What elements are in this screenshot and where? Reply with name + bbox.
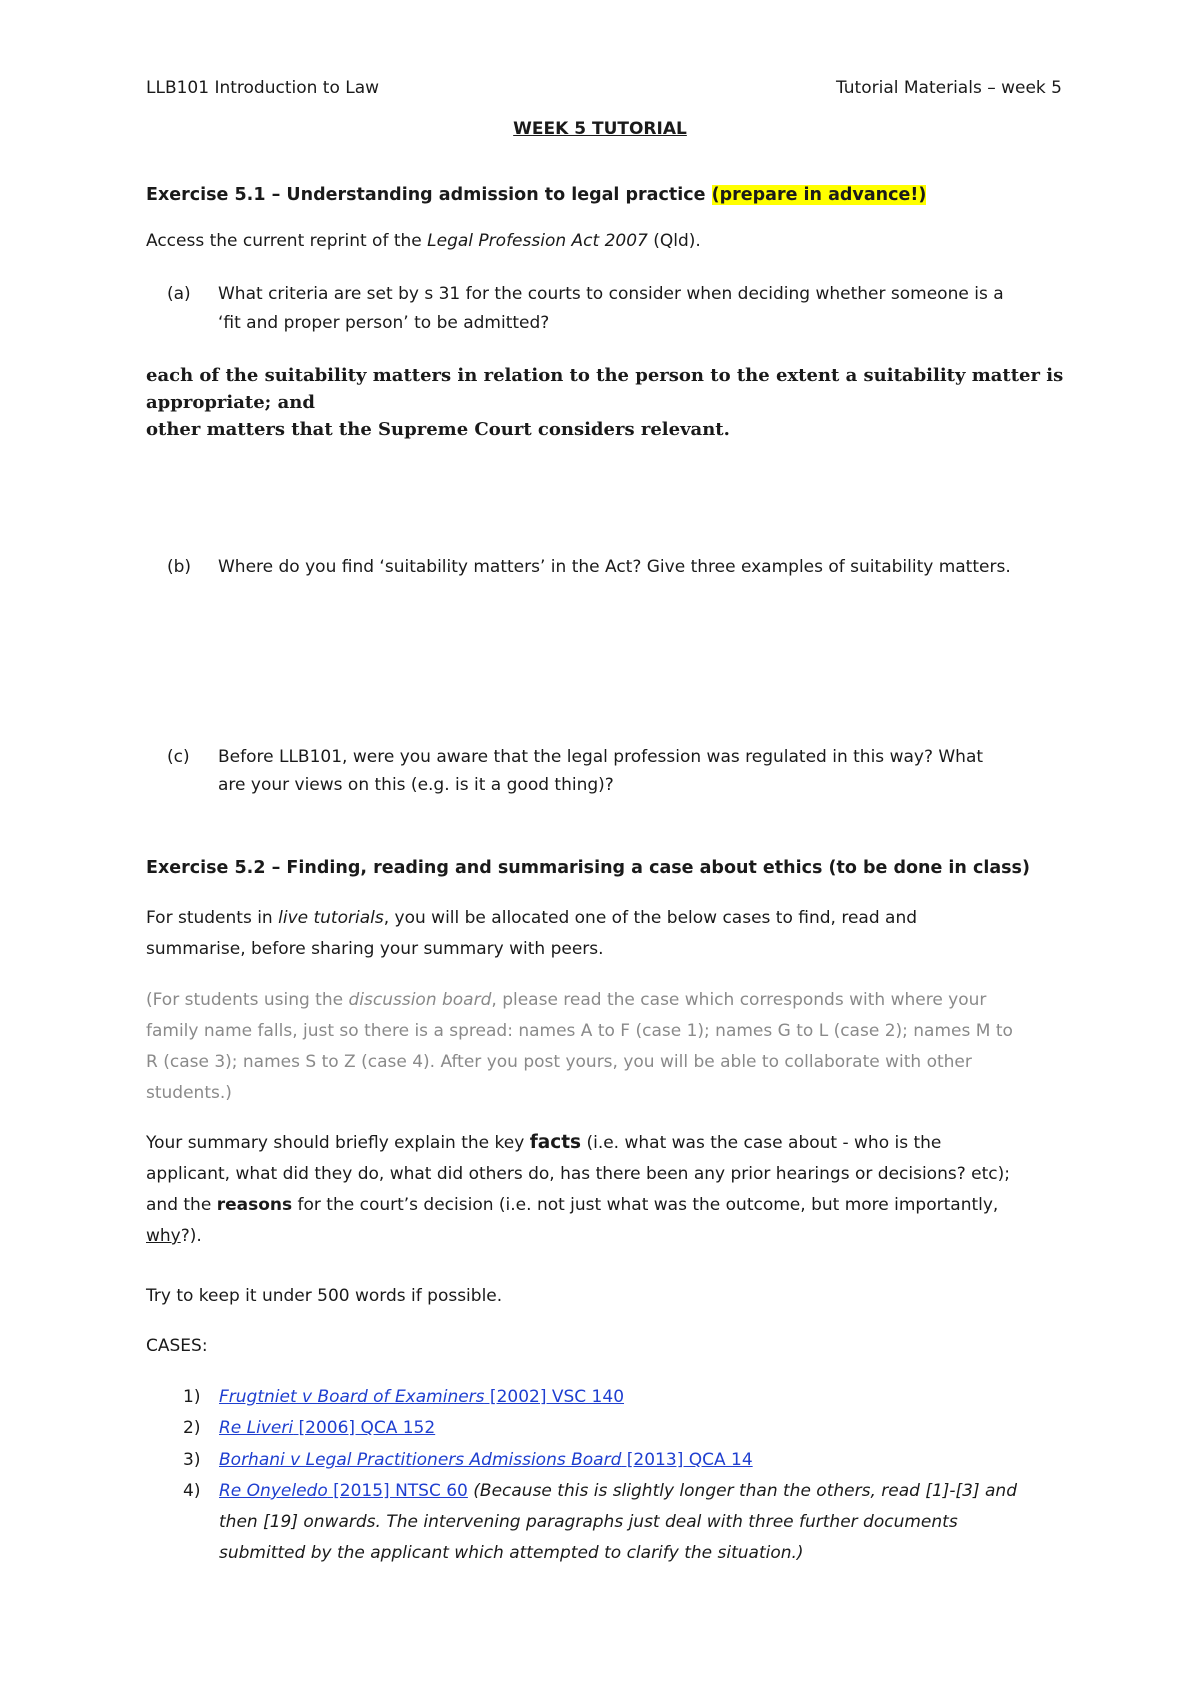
case-2-link[interactable] <box>219 1416 435 1440</box>
exercise-5-1-heading-text: Exercise 5.1 – Understanding admission to legal practice <box>146 185 712 205</box>
ex2-para-3-line-3 <box>146 1193 998 1217</box>
p3-facts: facts <box>529 1132 582 1153</box>
p1-live-tutorials: live tutorials <box>278 908 384 928</box>
case-4-line-1 <box>219 1479 1017 1503</box>
p2-post: , please read the case which corresponds with where your <box>491 990 987 1010</box>
exercise-5-1-intro <box>146 229 701 253</box>
question-a-line-2: ‘fit and proper person’ to be admitted? <box>218 313 550 333</box>
ex2-para-2-line-2: family name falls, just so there is a spread: names A to F (case 1); names G to L (case 2); names M to <box>146 1021 1013 1041</box>
case-4-citation: [2015] NTSC 60 <box>327 1481 468 1501</box>
case-1-anchor[interactable] <box>219 1387 624 1407</box>
case-4-note-line-3: submitted by the applicant which attempted to clarify the situation.) <box>219 1543 804 1563</box>
p1-pre: For students in <box>146 908 279 928</box>
case-1-link[interactable] <box>219 1385 624 1409</box>
exercise-5-1-heading <box>146 183 926 207</box>
case-4-name: Re Onyeledo <box>219 1481 328 1501</box>
answer-line-1: each of the suitability matters in relation to the person to the extent a suitability matter is <box>146 365 1064 386</box>
case-2-anchor[interactable] <box>219 1418 435 1438</box>
case-3-number: 3) <box>183 1450 201 1470</box>
ex2-para-2-line-4: students.) <box>146 1083 232 1103</box>
page-title: WEEK 5 TUTORIAL <box>513 119 687 139</box>
prepare-in-advance-highlight: (prepare in advance!) <box>711 185 927 205</box>
ex2-para-1-line-1 <box>146 906 917 930</box>
question-c-line-2: are your views on this (e.g. is it a good thing)? <box>218 775 614 795</box>
case-1-name: Frugtniet v Board of Examiners <box>219 1387 485 1407</box>
ex2-para-2-line-3: R (case 3); names S to Z (case 4). After you post yours, you will be able to collaborate with other <box>146 1052 972 1072</box>
ex2-para-3-line-4 <box>146 1224 202 1248</box>
case-2-citation: [2006] QCA 152 <box>293 1418 436 1438</box>
case-3-name: Borhani v Legal Practitioners Admissions Board <box>219 1450 622 1470</box>
ex2-para-3-line-2: applicant, what did they do, what did others do, has there been any prior hearings or decisions? etc); <box>146 1164 1010 1184</box>
p3-reasons: reasons <box>216 1195 293 1215</box>
ex2-para-1-line-2: summarise, before sharing your summary with peers. <box>146 939 604 959</box>
case-1-number: 1) <box>183 1387 201 1407</box>
intro-act-name: Legal Profession Act 2007 <box>427 231 648 251</box>
question-c-label: (c) <box>167 747 190 767</box>
exercise-5-2-heading: Exercise 5.2 – Finding, reading and summarising a case about ethics (to be done in class) <box>146 858 1030 878</box>
question-c-line-1: Before LLB101, were you aware that the legal profession was regulated in this way? What <box>218 747 984 767</box>
intro-pre: Access the current reprint of the <box>146 231 428 251</box>
header-course: LLB101 Introduction to Law <box>146 78 380 98</box>
answer-line-3: other matters that the Supreme Court considers relevant. <box>146 419 730 440</box>
case-2-number: 2) <box>183 1418 201 1438</box>
question-b-text: Where do you find ‘suitability matters’ in the Act? Give three examples of suitability matters. <box>218 557 1011 577</box>
question-a-label: (a) <box>167 284 191 304</box>
case-4-number: 4) <box>183 1481 201 1501</box>
intro-post: (Qld). <box>647 231 701 251</box>
case-4-note-line-2: then [19] onwards. The intervening paragraphs just deal with three further documents <box>219 1512 958 1532</box>
question-a-line-1: What criteria are set by s 31 for the courts to consider when deciding whether someone is a <box>218 284 1004 304</box>
p2-discussion-board: discussion board <box>348 990 492 1010</box>
case-4-anchor[interactable] <box>219 1481 468 1501</box>
ex2-para-2-line-1 <box>146 988 986 1012</box>
p3-line3-post: for the court’s decision (i.e. not just what was the outcome, but more importantly, <box>292 1195 999 1215</box>
cases-label: CASES: <box>146 1336 208 1356</box>
case-2-name: Re Liveri <box>219 1418 294 1438</box>
answer-line-2: appropriate; and <box>146 392 315 413</box>
case-3-anchor[interactable] <box>219 1450 753 1470</box>
ex2-para-3-line-1 <box>146 1131 941 1155</box>
p3-line4-post: ?). <box>180 1226 202 1246</box>
case-3-link[interactable] <box>219 1448 753 1472</box>
ex2-para-4: Try to keep it under 500 words if possible. <box>146 1286 503 1306</box>
question-b-label: (b) <box>167 557 192 577</box>
p2-pre: (For students using the <box>146 990 349 1010</box>
p3-post: (i.e. what was the case about - who is the <box>581 1133 942 1153</box>
case-4-note-line-1: (Because this is slightly longer than the others, read [1]-[3] and <box>473 1481 1017 1501</box>
p3-pre: Your summary should briefly explain the key <box>146 1133 530 1153</box>
p3-line3-pre: and the <box>146 1195 217 1215</box>
case-3-citation: [2013] QCA 14 <box>621 1450 753 1470</box>
case-1-citation: [2002] VSC 140 <box>484 1387 625 1407</box>
p1-post: , you will be allocated one of the below cases to find, read and <box>383 908 918 928</box>
p3-why: why <box>146 1226 181 1246</box>
header-materials: Tutorial Materials – week 5 <box>835 78 1062 98</box>
